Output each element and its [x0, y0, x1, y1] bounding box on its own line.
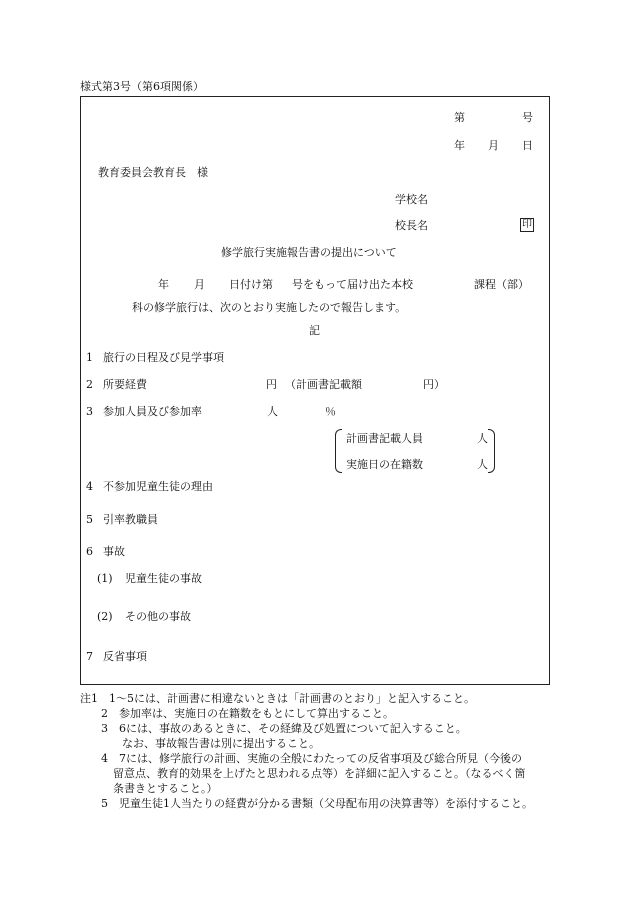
intro-course: 課程（部） — [474, 278, 529, 291]
item-6-number: 6 — [86, 545, 93, 558]
item-3-number: 3 — [86, 405, 93, 418]
item-2-planned: （計画書記載額 — [285, 378, 362, 391]
item-4-label: 不参加児童生徒の理由 — [103, 480, 213, 493]
addressee: 教育委員会教育長 様 — [98, 166, 208, 179]
item-5-label: 引率教職員 — [103, 513, 158, 526]
bracket-planned-unit: 人 — [477, 432, 488, 445]
item-6-2-label: その他の事故 — [125, 610, 191, 623]
bracket-left — [335, 429, 342, 473]
number-suffix: 号 — [522, 111, 533, 124]
item-3-label: 参加人員及び参加率 — [103, 405, 202, 418]
intro-year: 年 — [158, 278, 169, 291]
note-3: 3 6には、事故のあるときに、その経緯及び処置について記入すること。 — [101, 722, 467, 735]
bracket-right — [488, 429, 495, 473]
intro-reported-with: 号をもって届け出た本校 — [292, 278, 413, 291]
bracket-enrolled: 実施日の在籍数 — [346, 458, 423, 471]
item-3-persons: 人 — [267, 405, 278, 418]
bracket-enrolled-unit: 人 — [477, 458, 488, 471]
note-3b: なお、事故報告書は別に提出すること。 — [122, 737, 320, 750]
item-2-label: 所要経費 — [103, 378, 147, 391]
note-1: 注1 1～5には、計画書に相違ないときは「計画書のとおり」と記入すること。 — [80, 692, 475, 705]
item-2-yen-close: 円） — [423, 378, 445, 391]
number-prefix: 第 — [454, 111, 465, 124]
item-1-label: 旅行の日程及び見学事項 — [103, 351, 224, 364]
item-5-number: 5 — [86, 513, 93, 526]
bracket-planned-persons: 計画書記載人員 — [346, 432, 423, 445]
principal-label: 校長名 — [395, 219, 428, 232]
item-6-1-number: (1) — [97, 572, 113, 585]
date-year: 年 — [454, 139, 465, 152]
item-6-1-label: 児童生徒の事故 — [125, 572, 202, 585]
item-2-yen: 円 — [266, 378, 277, 391]
intro-line2: 科の修学旅行は、次のとおり実施したので報告します。 — [132, 301, 407, 314]
date-month: 月 — [488, 139, 499, 152]
date-day: 日 — [522, 139, 533, 152]
item-3-percent: ％ — [325, 405, 336, 418]
item-1-number: 1 — [86, 351, 93, 364]
note-5: 5 児童生徒1人当たりの経費が分かる書類（父母配布用の決算書等）を添付すること。 — [101, 797, 533, 810]
intro-dated-number: 日付け第 — [229, 278, 273, 291]
school-name-label: 学校名 — [395, 193, 428, 206]
note-4b: 留意点、教育的効果を上げたと思われる点等）を詳細に記入すること。（なるべく箇 — [113, 767, 526, 780]
item-7-label: 反省事項 — [103, 650, 147, 663]
seal-mark: 印 — [522, 219, 532, 230]
item-2-number: 2 — [86, 378, 93, 391]
form-number: 様式第3号（第6項関係） — [80, 80, 204, 93]
intro-month: 月 — [194, 278, 205, 291]
item-4-number: 4 — [86, 480, 93, 493]
note-4c: 条書きとすること。） — [113, 782, 218, 795]
item-6-2-number: (2) — [97, 610, 113, 623]
note-4: 4 7には、修学旅行の計画、実施の全般にわたっての反省事項及び総合所見（今後の — [101, 752, 522, 765]
item-6-label: 事故 — [103, 545, 125, 558]
note-2: 2 参加率は、実施日の在籍数をもとにして算出すること。 — [101, 707, 394, 720]
document-title: 修学旅行実施報告書の提出について — [221, 246, 397, 259]
ki-mark: 記 — [309, 324, 320, 337]
item-7-number: 7 — [86, 650, 93, 663]
